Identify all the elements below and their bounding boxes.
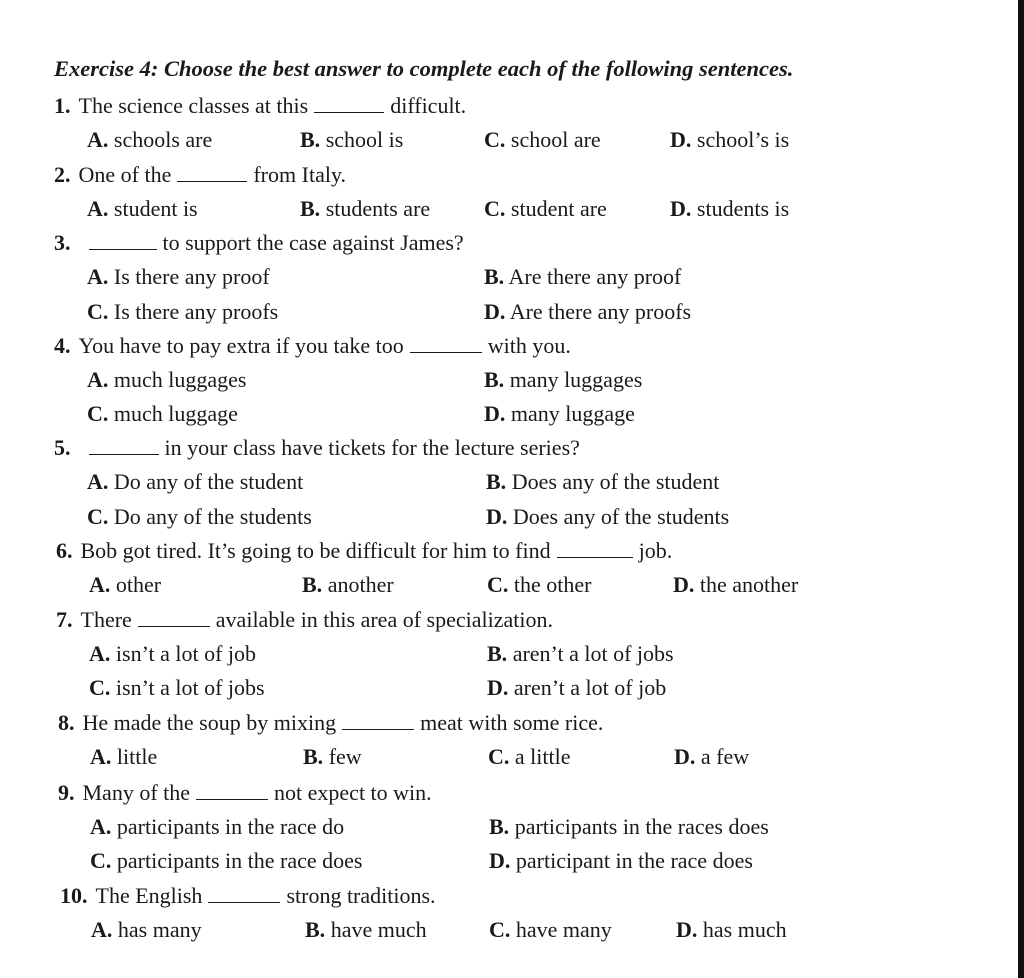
option-d[interactable]: D. aren’t a lot of job: [487, 675, 667, 700]
question-text-pre: He made the soup by mixing: [82, 710, 337, 735]
question-4: [54, 332, 571, 360]
question-9: [58, 779, 432, 807]
question-number: 8.: [58, 710, 75, 735]
answer-blank: [89, 232, 157, 250]
option-b[interactable]: B. another: [302, 572, 394, 597]
answer-blank: [138, 609, 210, 627]
question-2: [54, 161, 346, 189]
option-b[interactable]: B. participants in the races does: [489, 814, 769, 839]
question-5: [54, 434, 580, 462]
option-b[interactable]: B. have much: [305, 917, 427, 942]
option-d[interactable]: D. has much: [676, 917, 787, 942]
option-b[interactable]: B. many luggages: [484, 367, 643, 392]
question-10: [60, 882, 436, 910]
question-6: [56, 537, 672, 565]
option-a[interactable]: A. Is there any proof: [87, 264, 270, 289]
option-c[interactable]: C. participants in the race does: [90, 848, 363, 873]
option-a[interactable]: A. schools are: [87, 127, 213, 152]
question-number: 4.: [54, 333, 71, 358]
option-c[interactable]: C. Do any of the students: [87, 504, 312, 529]
question-1: [54, 92, 466, 120]
option-b[interactable]: B. Are there any proof: [484, 264, 682, 289]
answer-blank: [410, 335, 482, 353]
answer-blank: [314, 95, 384, 113]
option-c[interactable]: C. school are: [484, 127, 601, 152]
option-d[interactable]: D. participant in the race does: [489, 848, 753, 873]
question-text-post: meat with some rice.: [420, 710, 604, 735]
option-b[interactable]: B. school is: [300, 127, 404, 152]
option-b[interactable]: B. few: [303, 744, 362, 769]
option-a[interactable]: A. isn’t a lot of job: [89, 641, 257, 666]
question-number: 7.: [56, 607, 73, 632]
question-text-pre: The science classes at this: [78, 93, 309, 118]
option-c[interactable]: C. the other: [487, 572, 592, 597]
question-7: [56, 606, 553, 634]
answer-blank: [89, 437, 159, 455]
answer-blank: [342, 712, 414, 730]
question-text-pre: You have to pay extra if you take too: [78, 333, 404, 358]
option-d[interactable]: D. the another: [673, 572, 799, 597]
option-d[interactable]: D. many luggage: [484, 401, 635, 426]
option-b[interactable]: B. aren’t a lot of jobs: [487, 641, 674, 666]
question-number: 6.: [56, 538, 73, 563]
question-text-pre: There: [80, 607, 132, 632]
option-c[interactable]: C. student are: [484, 196, 607, 221]
option-a[interactable]: A. other: [89, 572, 162, 597]
question-text-post: strong traditions.: [286, 883, 436, 908]
question-text-pre: One of the: [78, 162, 172, 187]
option-c[interactable]: C. a little: [488, 744, 571, 769]
question-text-post: from Italy.: [253, 162, 347, 187]
question-text-post: job.: [638, 538, 673, 563]
question-number: 10.: [60, 883, 88, 908]
question-8: [58, 709, 603, 737]
option-b[interactable]: B. students are: [300, 196, 431, 221]
option-d[interactable]: D. school’s is: [670, 127, 790, 152]
question-number: 3.: [54, 230, 71, 255]
option-c[interactable]: C. Is there any proofs: [87, 299, 279, 324]
question-text-pre: Many of the: [82, 780, 191, 805]
option-c[interactable]: C. have many: [489, 917, 612, 942]
option-a[interactable]: A. participants in the race do: [90, 814, 345, 839]
question-text-post: to support the case against James?: [162, 230, 464, 255]
answer-blank: [177, 164, 247, 182]
option-b[interactable]: B. Does any of the student: [486, 469, 720, 494]
question-text-post: with you.: [487, 333, 571, 358]
option-a[interactable]: A. much luggages: [87, 367, 247, 392]
option-c[interactable]: C. much luggage: [87, 401, 238, 426]
answer-blank: [196, 782, 268, 800]
option-d[interactable]: D. Does any of the students: [486, 504, 730, 529]
question-number: 9.: [58, 780, 75, 805]
question-text-pre: Bob got tired. It’s going to be difficult for him to find: [80, 538, 551, 563]
option-a[interactable]: A. little: [90, 744, 158, 769]
option-a[interactable]: A. has many: [91, 917, 202, 942]
option-d[interactable]: D. a few: [674, 744, 750, 769]
question-number: 1.: [54, 93, 71, 118]
option-c[interactable]: C. isn’t a lot of jobs: [89, 675, 265, 700]
question-text-post: available in this area of specialization.: [215, 607, 553, 632]
page-edge-border: [1018, 0, 1024, 978]
question-text-post: in your class have tickets for the lecture series?: [164, 435, 580, 460]
answer-blank: [208, 885, 280, 903]
question-text-pre: The English: [95, 883, 203, 908]
option-a[interactable]: A. student is: [87, 196, 198, 221]
question-3: [54, 229, 464, 257]
question-text-post: difficult.: [390, 93, 467, 118]
option-d[interactable]: D. Are there any proofs: [484, 299, 692, 324]
question-number: 2.: [54, 162, 71, 187]
option-a[interactable]: A. Do any of the student: [87, 469, 304, 494]
exercise-title: Exercise 4: Choose the best answer to complete each of the following sentences.: [54, 56, 794, 81]
answer-blank: [557, 540, 633, 558]
question-text-post: not expect to win.: [274, 780, 432, 805]
option-d[interactable]: D. students is: [670, 196, 790, 221]
question-number: 5.: [54, 435, 71, 460]
